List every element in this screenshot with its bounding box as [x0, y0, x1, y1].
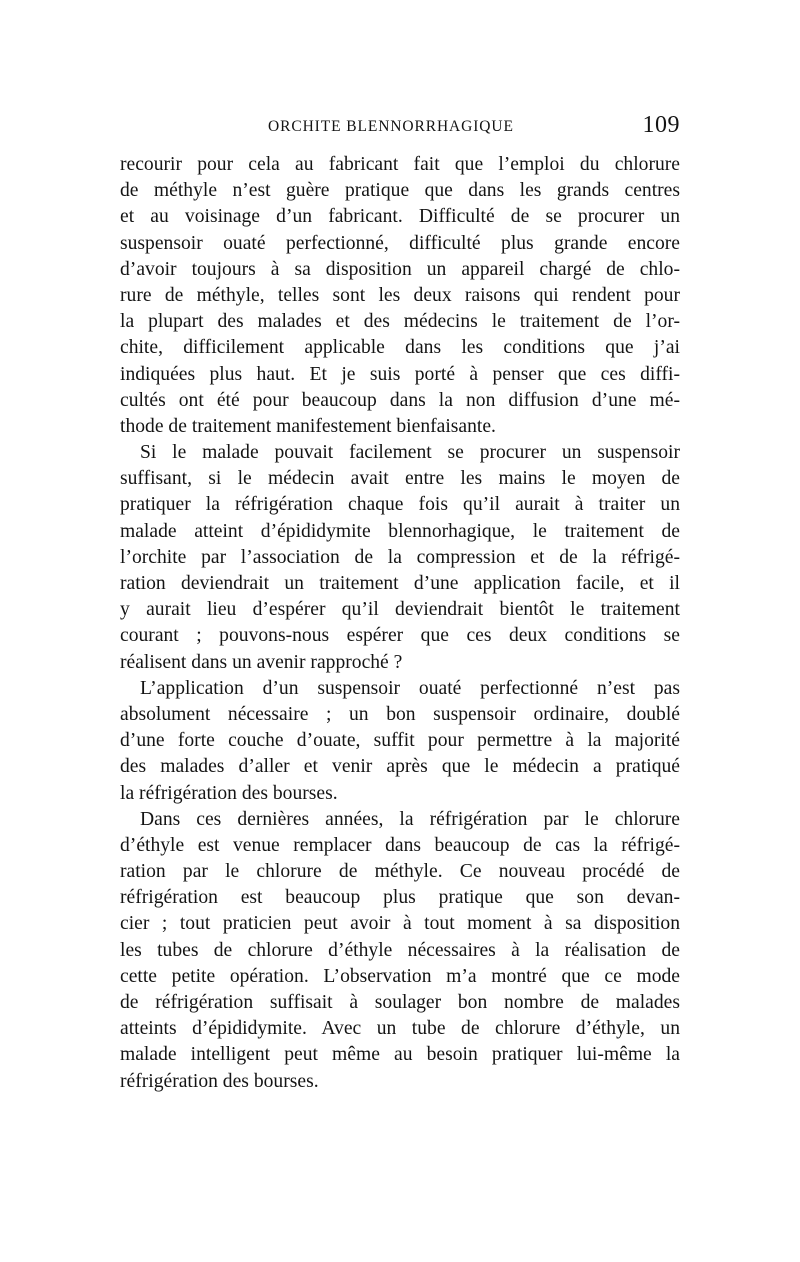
text-line: réfrigération des bourses. — [120, 1070, 319, 1092]
page-number: 109 — [642, 112, 680, 138]
text-line: courant ; pouvons-nous espérer que ces deux conditions se — [120, 625, 680, 647]
paragraph-2 — [120, 440, 680, 676]
text-line: réalisent dans un avenir rapproché ? — [120, 651, 403, 673]
text-line: d’une forte couche d’ouate, suffit pour permettre à la majorité — [120, 730, 680, 752]
text-line: atteints d’épididymite. Avec un tube de chlorure d’éthyle, un — [120, 1018, 680, 1040]
text-line: de méthyle n’est guère pratique que dans les grands centres — [120, 180, 680, 202]
text-line: ration par le chlorure de méthyle. Ce nouveau procédé de — [120, 861, 680, 883]
text-line: d’avoir toujours à sa disposition un appareil chargé de chlo- — [120, 258, 680, 280]
text-line: la réfrigération des bourses. — [120, 782, 338, 804]
text-line: ration deviendrait un traitement d’une application facile, et il — [120, 573, 680, 594]
paragraph-4 — [120, 807, 680, 1095]
running-head — [120, 112, 680, 142]
text-line: les tubes de chlorure d’éthyle nécessaires à la réalisation de — [120, 939, 680, 961]
text-line: suffisant, si le médecin avait entre les mains le moyen de — [120, 468, 680, 490]
text-line: réfrigération est beaucoup plus pratique que son devan- — [120, 887, 680, 909]
text-line: cultés ont été pour beaucoup dans la non diffusion d’une mé- — [120, 389, 680, 411]
text-line: de réfrigération suffisait à soulager bon nombre de malades — [120, 992, 680, 1013]
body-text — [120, 152, 680, 1095]
paragraph-1 — [120, 152, 680, 440]
text-line: recourir pour cela au fabricant fait que l’emploi du chlorure — [120, 154, 680, 175]
paragraph-3 — [120, 676, 680, 807]
text-line: l’orchite par l’association de la compression et de la réfrigé- — [120, 546, 680, 568]
text-line: des malades d’aller et venir après que le médecin a pratiqué — [120, 756, 680, 778]
text-line: Si le malade pouvait facilement se procurer un suspensoir — [140, 442, 680, 464]
text-line: suspensoir ouaté perfectionné, difficulté plus grande encore — [120, 232, 680, 254]
text-line: indiquées plus haut. Et je suis porté à penser que ces diffi- — [120, 363, 680, 385]
text-line: y aurait lieu d’espérer qu’il deviendrait bientôt le traitement — [120, 599, 680, 621]
text-line: cette petite opération. L’observation m’a montré que ce mode — [120, 965, 680, 987]
text-line: rure de méthyle, telles sont les deux raisons qui rendent pour — [120, 284, 680, 306]
text-line: et au voisinage d’un fabricant. Difficulté de se procurer un — [120, 206, 680, 228]
text-line: thode de traitement manifestement bienfaisante. — [120, 415, 496, 437]
text-line: d’éthyle est venue remplacer dans beaucoup de cas la réfrigé- — [120, 834, 680, 856]
text-line: pratiquer la réfrigération chaque fois qu’il aurait à traiter un — [120, 494, 680, 516]
text-line: malade atteint d’épididymite blennorhagique, le traitement de — [120, 520, 680, 542]
running-title: ORCHITE BLENNORRHAGIQUE — [268, 118, 514, 135]
text-line: malade intelligent peut même au besoin pratiquer lui-même la — [120, 1044, 680, 1066]
text-line: L’application d’un suspensoir ouaté perfectionné n’est pas — [140, 677, 680, 699]
text-line: cier ; tout praticien peut avoir à tout moment à sa disposition — [120, 913, 680, 935]
text-line: la plupart des malades et des médecins le traitement de l’or- — [120, 311, 680, 333]
text-line: chite, difficilement applicable dans les conditions que j’ai — [120, 337, 680, 359]
text-line: absolument nécessaire ; un bon suspensoir ordinaire, doublé — [120, 703, 680, 725]
text-line: Dans ces dernières années, la réfrigération par le chlorure — [140, 808, 680, 830]
